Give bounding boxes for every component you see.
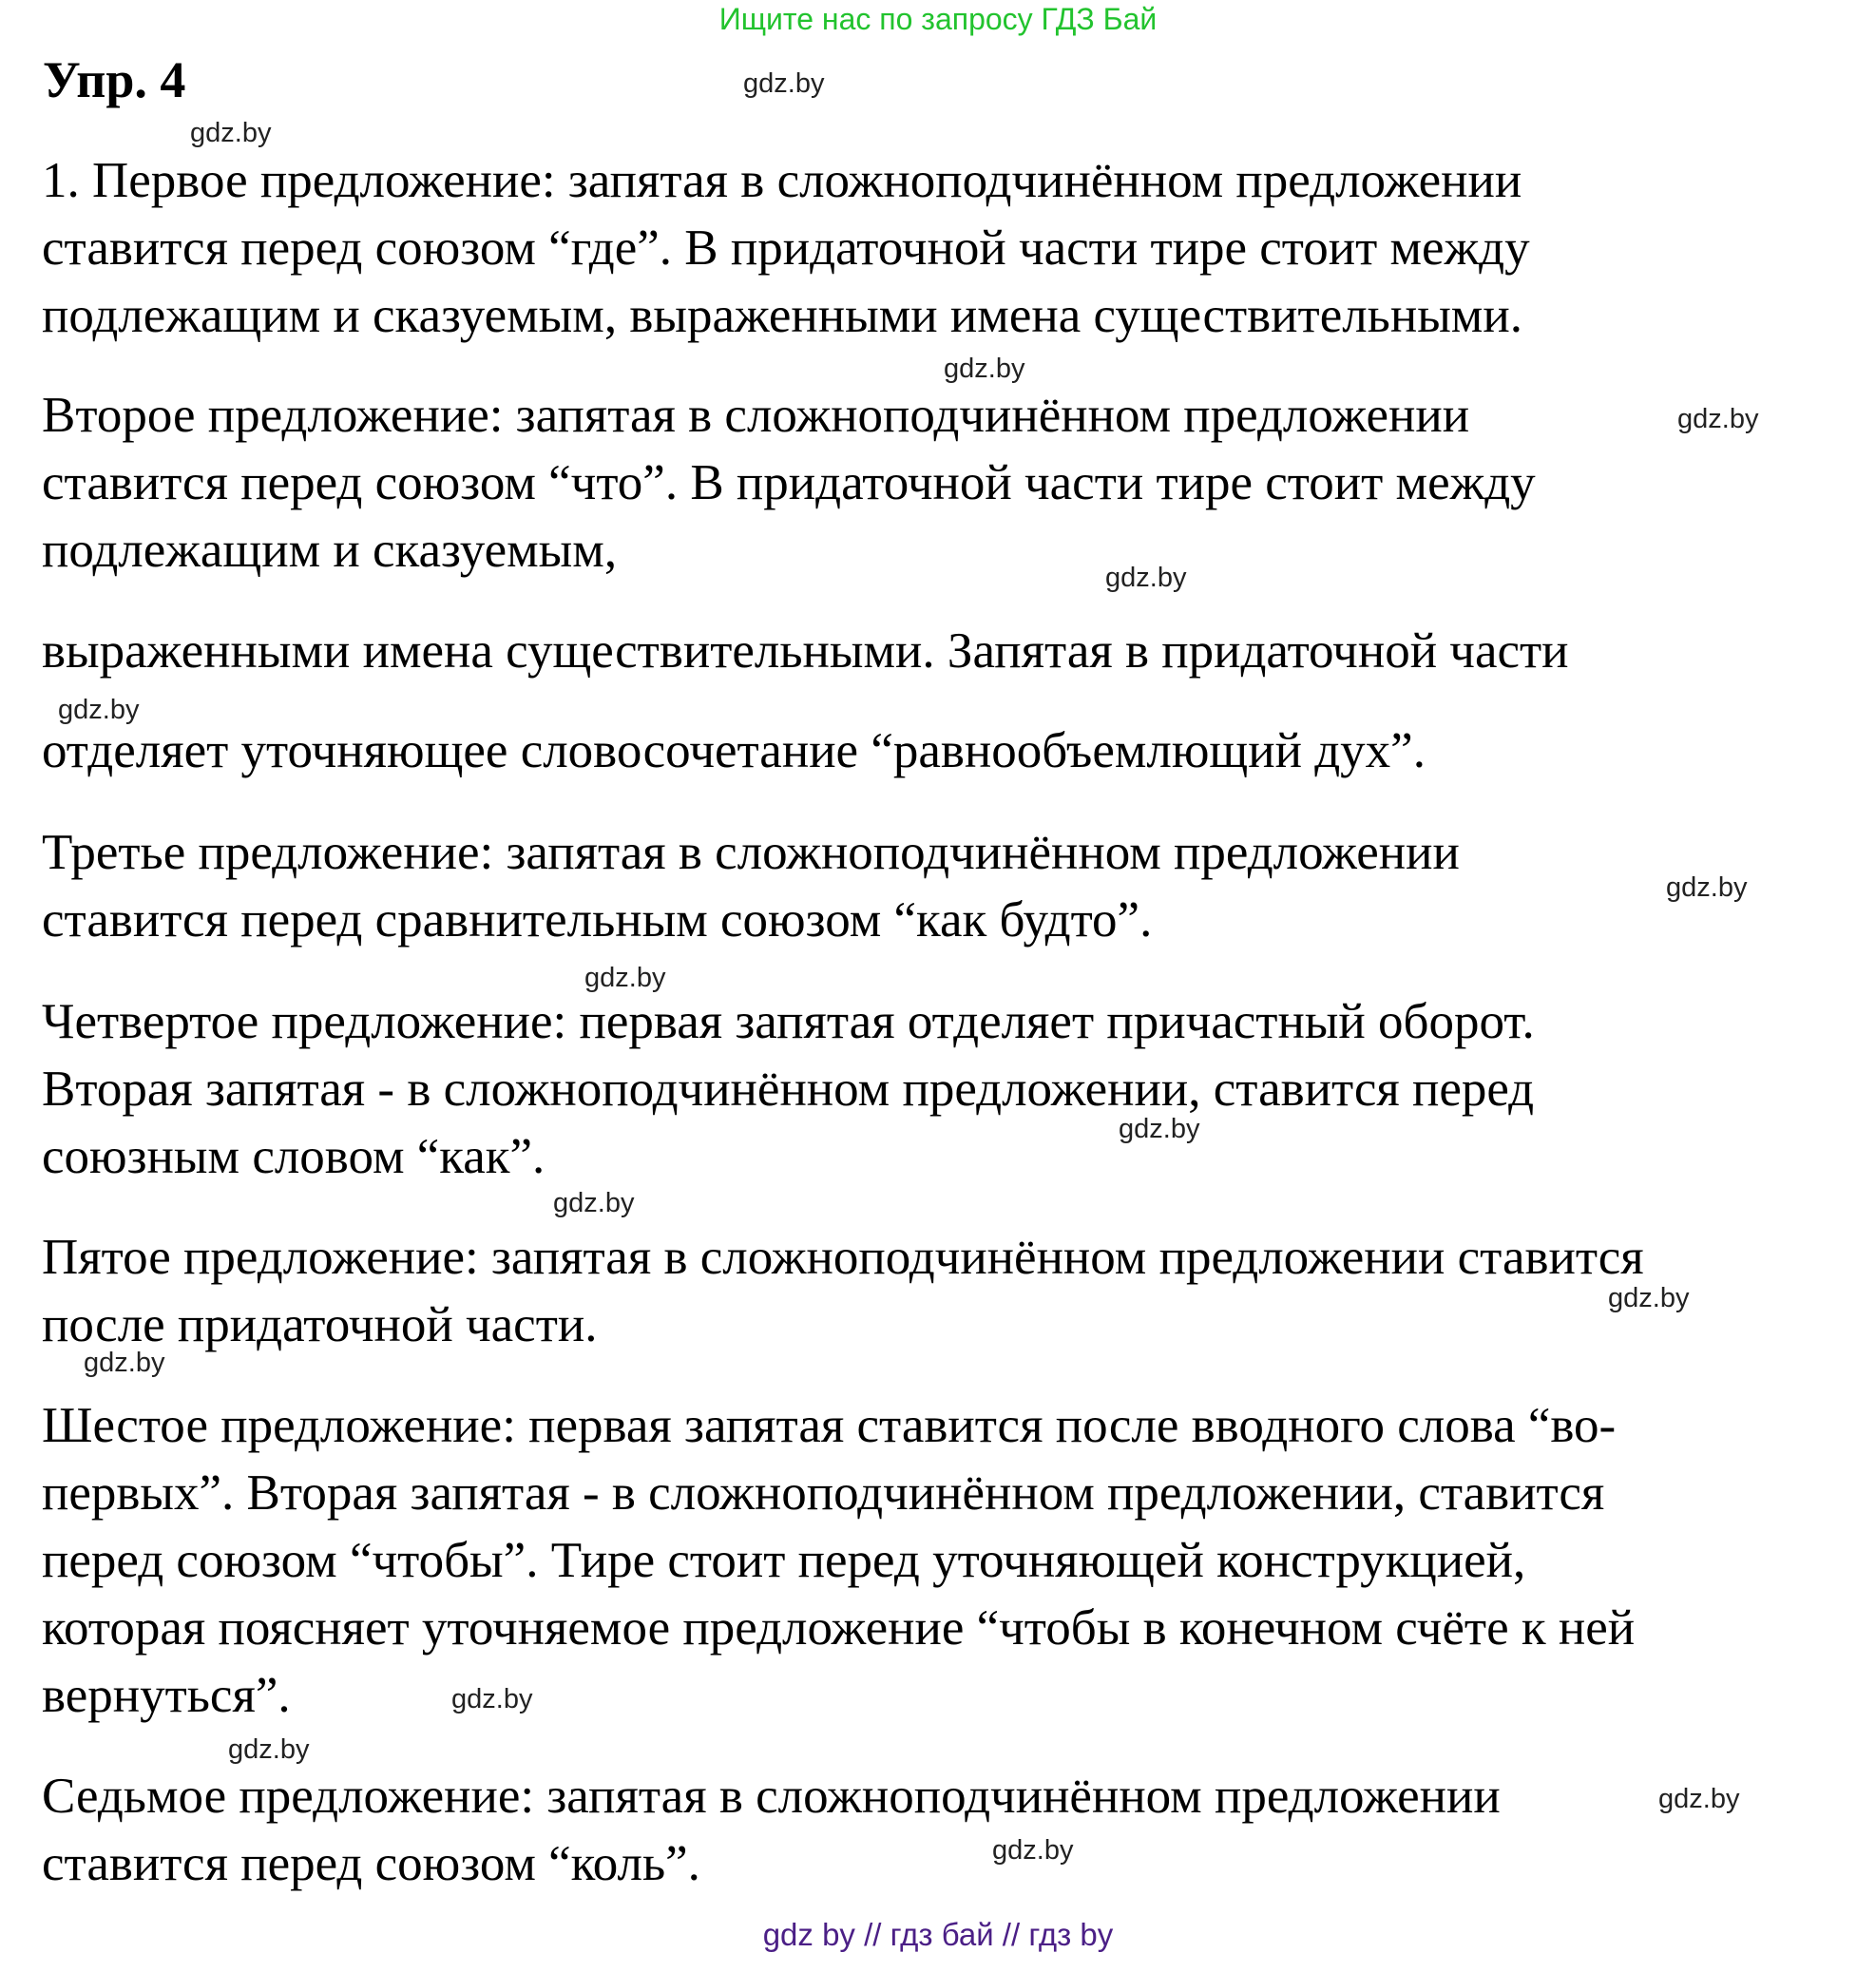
text-line: ставится перед союзом “где”. В придаточной части тире стоит между: [42, 220, 1530, 276]
text-line: первых”. Вторая запятая - в сложноподчинённом предложении, ставится: [42, 1465, 1605, 1521]
watermark: gdz.by: [1119, 1114, 1200, 1144]
watermark: gdz.by: [1105, 563, 1187, 593]
watermark: gdz.by: [584, 963, 666, 993]
text-line: союзным словом “как”.: [42, 1129, 546, 1184]
text-line: Третье предложение: запятая в сложноподчинённом предложении: [42, 825, 1460, 880]
text-line: подлежащим и сказуемым, выраженными имена существительными.: [42, 288, 1522, 343]
search-banner: Ищите нас по запросу ГДЗ Бай: [718, 2, 1158, 36]
text-line: которая поясняет уточняемое предложение “чтобы в конечном счёте к ней: [42, 1600, 1636, 1656]
watermark: gdz.by: [1658, 1784, 1740, 1814]
watermark: gdz.by: [451, 1684, 533, 1714]
watermark: gdz.by: [743, 68, 825, 99]
watermark: gdz.by: [228, 1734, 310, 1765]
text-line: Вторая запятая - в сложноподчинённом предложении, ставится перед: [42, 1062, 1535, 1117]
text-line: ставится перед союзом “что”. В придаточной части тире стоит между: [42, 455, 1536, 510]
text-line: перед союзом “чтобы”. Тире стоит перед уточняющей конструкцией,: [42, 1533, 1526, 1588]
watermark: gdz.by: [190, 118, 272, 148]
watermark: gdz.by: [944, 354, 1025, 384]
watermark: gdz.by: [1677, 404, 1759, 434]
watermark: gdz.by: [1608, 1283, 1690, 1313]
text-line: Шестое предложение: первая запятая ставится после вводного слова “во-: [42, 1398, 1617, 1453]
text-line: после придаточной части.: [42, 1297, 598, 1352]
exercise-title: Упр. 4: [43, 51, 186, 108]
text-line: ставится перед союзом “коль”.: [42, 1836, 700, 1891]
footer-links: gdz by // гдз бай // гдз by: [762, 1917, 1114, 1952]
watermark: gdz.by: [992, 1835, 1074, 1866]
text-line: ставится перед сравнительным союзом “как будто”.: [42, 892, 1153, 948]
text-line: Седьмое предложение: запятая в сложноподчинённом предложении: [42, 1769, 1501, 1824]
watermark: gdz.by: [58, 695, 140, 725]
text-line: отделяет уточняющее словосочетание “равнообъемлющий дух”.: [42, 723, 1426, 778]
watermark: gdz.by: [84, 1348, 165, 1378]
text-line: Второе предложение: запятая в сложноподчинённом предложении: [42, 388, 1470, 443]
text-line: вернуться”.: [42, 1668, 291, 1723]
text-line: Пятое предложение: запятая в сложноподчинённом предложении ставится: [42, 1230, 1644, 1285]
text-line: подлежащим и сказуемым,: [42, 523, 618, 578]
text-line: выраженными имена существительными. Запятая в придаточной части: [42, 623, 1569, 679]
watermark: gdz.by: [553, 1188, 635, 1218]
text-line: 1. Первое предложение: запятая в сложноподчинённом предложении: [42, 153, 1522, 208]
text-line: Четвертое предложение: первая запятая отделяет причастный оборот.: [42, 994, 1535, 1049]
watermark: gdz.by: [1666, 872, 1748, 903]
